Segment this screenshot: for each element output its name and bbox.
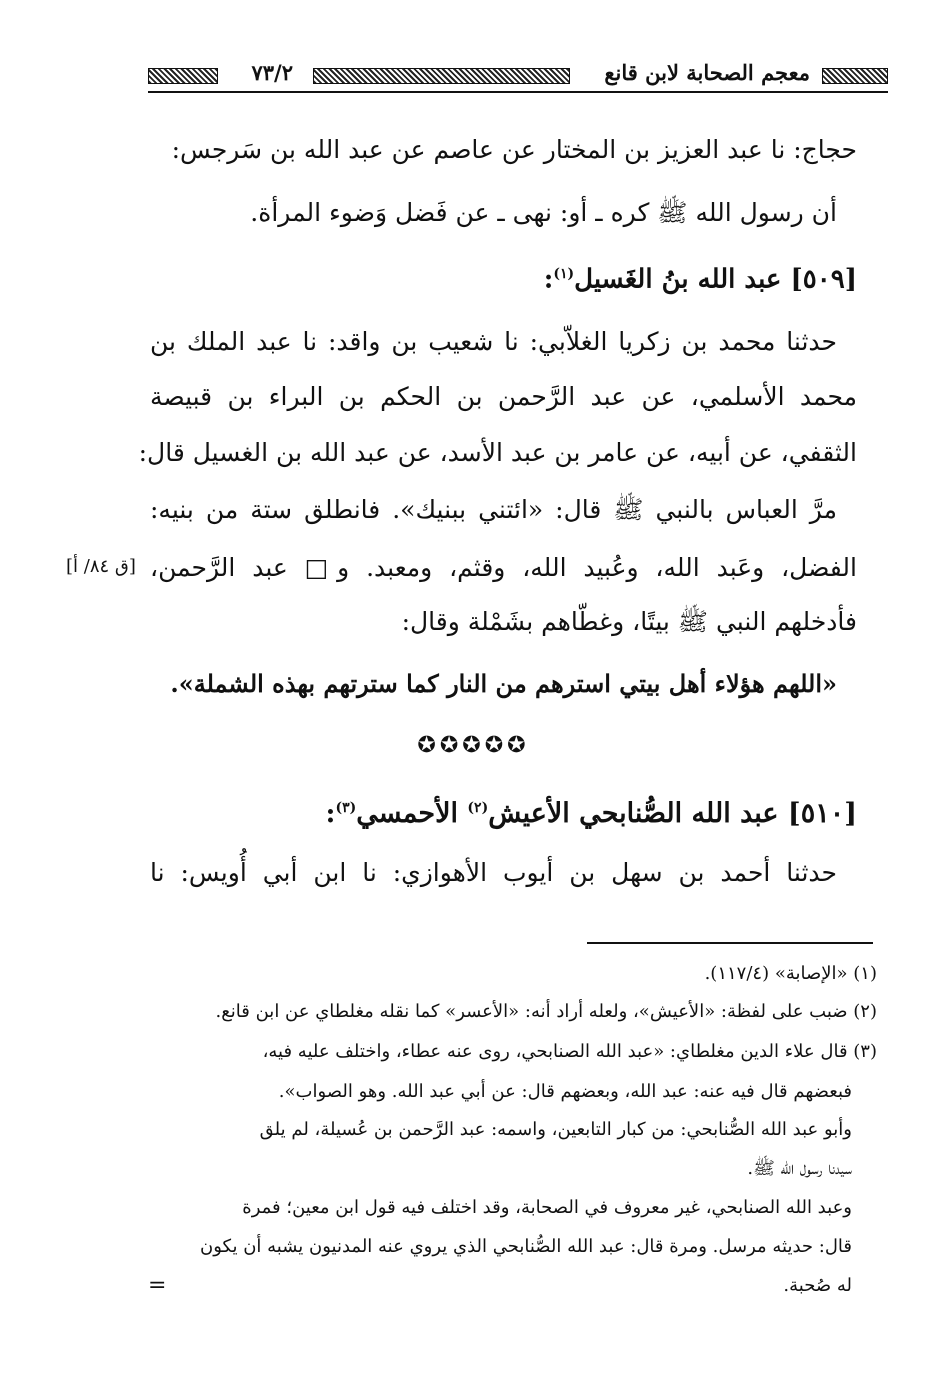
footnote-2: (٢) ضبب على لفظة: «الأعيش»، ولعله أراد أنه: «الأعسر» كما نقله مغلطاي عن ابن قانع. — [215, 1001, 877, 1022]
entry-509-footnote-ref: (١) — [553, 266, 575, 282]
header-ornament-right — [822, 68, 888, 84]
footnote-3-line-4: سيدنا رسول الله ﷺ. — [747, 1158, 852, 1179]
entry-510-title: [٥١٠] عبد الله الصُّنابحي الأعيش — [488, 798, 857, 829]
running-header — [148, 58, 888, 92]
entry-510-footnote-ref-2: (٢) — [467, 800, 489, 816]
continued-marker: = — [148, 1273, 167, 1298]
entry-510-title-2: الأحمسي — [356, 798, 459, 829]
header-rule — [148, 91, 888, 93]
text-line-1: حجاج: نا عبد العزيز بن المختار عن عاصم عن عبد الله بن سَرجس: — [171, 135, 857, 164]
text-line-6: الثقفي، عن أبيه، عن عامر بن عبد الأسد، عن عبد الله بن الغسيل قال: — [138, 438, 857, 467]
entry-509-title: [٥٠٩] عبد الله بنُ الغَسيل — [574, 264, 857, 295]
header-page-number: ٧٣/٢ — [251, 60, 293, 85]
footnote-3-line-5: وعبد الله الصنابحي، غير معروف في الصحابة، وقد اختلف فيه قول ابن معين؛ فمرة — [242, 1197, 852, 1218]
footnote-separator — [587, 942, 873, 944]
text-line-4: حدثنا محمد بن زكريا الغلاّبي: نا شعيب بن واقد: نا عبد الملك بن — [150, 327, 837, 356]
header-ornament-left — [148, 68, 218, 84]
text-line-7: مرَّ العباس بالنبي ﷺ قال: «ائتني ببنيك». فانطلق ستة من بنيه: — [150, 495, 837, 524]
section-separator: ✪✪✪✪✪ — [417, 733, 530, 758]
header-title: معجم الصحابة لابن قانع — [604, 60, 810, 85]
footnote-3-line-6: قال: حديثه مرسل. ومرة قال: عبد الله الصُّنابحي الذي يروي عنه المدنيون يشبه أن يكون — [200, 1236, 852, 1257]
footnote-3-line-3: وأبو عبد الله الصُّنابحي: من كبار التابعين، واسمه: عبد الرَّحمن بن عُسيلة، لم يلق — [259, 1119, 852, 1140]
entry-509-colon: : — [543, 264, 554, 295]
hadith-quote: «اللهم هؤلاء أهل بيتي استرهم من النار كما سترتهم بهذه الشملة». — [170, 669, 837, 698]
text-line-9: فأدخلهم النبي ﷺ بيتًا، وغطّاهم بشَمْلة وقال: — [401, 607, 857, 636]
text-line-8: الفضل، وعَبد الله، وعُبيد الله، وقثم، ومعبد. و□ عبد الرَّحمن، — [150, 553, 857, 582]
footnote-3-line-7: له صُحبة. — [783, 1275, 852, 1296]
footnote-3-line-2: فبعضهم قال فيه عنه: عبد الله، وبعضهم قال: عن أبي عبد الله. وهو الصواب». — [278, 1081, 852, 1102]
entry-510-heading — [150, 792, 857, 830]
footnote-3-line-1: (٣) قال علاء الدين مغلطاي: «عبد الله الصنابحي، روى عنه عطاء، واختلف عليه فيه، — [262, 1041, 877, 1062]
entry-510-footnote-ref-3: (٣) — [335, 800, 357, 816]
footnote-1: (١) «الإصابة» (١١٧/٤). — [704, 963, 877, 984]
entry-509-heading — [150, 258, 857, 296]
header-ornament-middle — [313, 68, 570, 84]
text-line-5: محمد الأسلمي، عن عبد الرَّحمن بن الحكم بن البراء بن قبيصة — [150, 382, 857, 411]
text-line-2: أن رسول الله ﷺ كره ـ أو: نهى ـ عن فَضل وَضوء المرأة. — [250, 198, 837, 227]
text-line-12: حدثنا أحمد بن سهل بن أيوب الأهوازي: نا ابن أبي أُويس: نا — [150, 858, 837, 887]
entry-510-colon: : — [325, 798, 336, 829]
manuscript-folio-note: [ق ٨٤/ أ] — [66, 556, 136, 577]
